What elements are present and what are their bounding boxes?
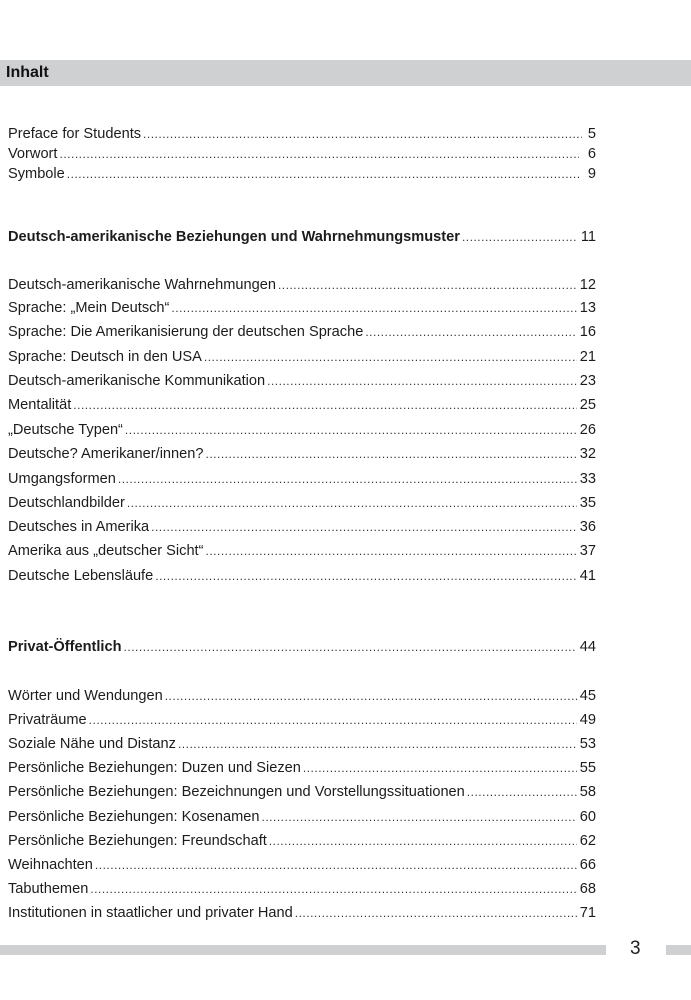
footer-bar bbox=[0, 945, 606, 955]
leader-dots bbox=[118, 469, 577, 489]
toc-entry-label: Persönliche Beziehungen: Bezeichnungen und Vorstellungssituationen bbox=[8, 784, 465, 800]
toc-entry-page: 26 bbox=[579, 422, 596, 438]
leader-dots bbox=[178, 734, 577, 754]
leader-dots bbox=[303, 758, 577, 778]
leader-dots bbox=[151, 517, 577, 537]
leader-dots bbox=[262, 807, 577, 827]
leader-dots bbox=[73, 395, 576, 415]
toc-entry-label: Weihnachten bbox=[8, 857, 93, 873]
toc-entry bbox=[8, 371, 596, 391]
toc-entry-page: 45 bbox=[579, 688, 596, 704]
toc-entry-page: 60 bbox=[579, 809, 596, 825]
toc-entry-label: Privaträume bbox=[8, 712, 87, 728]
toc-entry bbox=[8, 566, 596, 586]
toc-entry bbox=[8, 322, 596, 342]
toc-entry-page: 37 bbox=[579, 543, 596, 559]
toc-entry bbox=[8, 782, 596, 802]
toc-entry-page: 6 bbox=[587, 146, 596, 162]
toc-entry-label: Sprache: Die Amerikanisierung der deutschen Sprache bbox=[8, 324, 364, 340]
toc-entry-page: 25 bbox=[579, 397, 596, 413]
page-number: 3 bbox=[630, 938, 641, 959]
leader-dots bbox=[155, 566, 577, 586]
toc-entry-page: 36 bbox=[579, 519, 596, 535]
toc-entry bbox=[8, 124, 596, 144]
toc-entry bbox=[8, 541, 596, 561]
toc-entry-page: 41 bbox=[579, 568, 596, 584]
toc-entry-page: 16 bbox=[579, 324, 596, 340]
toc-entry-page: 32 bbox=[579, 446, 596, 462]
toc-entry-label: Deutsch-amerikanische Wahrnehmungen bbox=[8, 277, 276, 293]
toc-entry-page: 23 bbox=[579, 373, 596, 389]
toc-entry-label: Sprache: „Mein Deutsch“ bbox=[8, 300, 170, 316]
toc-section-page: 44 bbox=[579, 639, 596, 655]
toc-entry bbox=[8, 807, 596, 827]
leader-dots bbox=[205, 541, 576, 561]
toc-entry bbox=[8, 734, 596, 754]
toc-entry-label: Wörter und Wendungen bbox=[8, 688, 163, 704]
footer-bar-right bbox=[666, 945, 691, 955]
toc-entry-label: Persönliche Beziehungen: Kosenamen bbox=[8, 809, 260, 825]
toc-entry-label: Umgangsformen bbox=[8, 471, 116, 487]
toc-entry-label: Preface for Students bbox=[8, 126, 142, 142]
leader-dots bbox=[95, 855, 577, 875]
toc-entry-page: 68 bbox=[579, 881, 596, 897]
toc-entry bbox=[8, 710, 596, 730]
leader-dots bbox=[125, 420, 577, 440]
toc-entry bbox=[8, 395, 596, 415]
toc-entry-page: 12 bbox=[579, 277, 596, 293]
toc-entry-page: 53 bbox=[579, 736, 596, 752]
toc-entry bbox=[8, 758, 596, 778]
leader-dots bbox=[127, 493, 577, 513]
leader-dots bbox=[467, 782, 577, 802]
toc-entry-label: Sprache: Deutsch in den USA bbox=[8, 349, 202, 365]
toc-entry bbox=[8, 855, 596, 875]
toc-entry-label: Institutionen in staatlicher und privater Hand bbox=[8, 905, 293, 921]
toc-entry bbox=[8, 903, 596, 923]
toc-entry-page: 58 bbox=[579, 784, 596, 800]
toc-entry-page: 5 bbox=[587, 126, 596, 142]
toc-entry-label: Vorwort bbox=[8, 146, 58, 162]
toc-entry bbox=[8, 517, 596, 537]
toc-entry-label: Deutsch-amerikanische Kommunikation bbox=[8, 373, 266, 389]
toc-entry bbox=[8, 420, 596, 440]
leader-dots bbox=[278, 275, 577, 295]
toc-entry-label: Tabuthemen bbox=[8, 881, 89, 897]
toc-entry-label: Persönliche Beziehungen: Duzen und Siezen bbox=[8, 760, 301, 776]
leader-dots bbox=[90, 879, 576, 899]
toc-section-page: 11 bbox=[580, 229, 596, 245]
toc-section-title: Privat-Öffentlich bbox=[8, 639, 122, 655]
leader-dots bbox=[165, 686, 577, 706]
leader-dots bbox=[365, 322, 576, 342]
toc-entry bbox=[8, 469, 596, 489]
leader-dots bbox=[124, 637, 577, 657]
leader-dots bbox=[59, 144, 579, 164]
toc-entry-label: „Deutsche Typen“ bbox=[8, 422, 123, 438]
toc-entry-page: 21 bbox=[579, 349, 596, 365]
toc-entry-label: Symbole bbox=[8, 166, 65, 182]
toc-entry-page: 35 bbox=[579, 495, 596, 511]
toc-entry-label: Deutsches in Amerika bbox=[8, 519, 150, 535]
leader-dots bbox=[462, 227, 578, 247]
toc-entry bbox=[8, 831, 596, 851]
toc-entry-page: 9 bbox=[587, 166, 596, 182]
toc-entry bbox=[8, 686, 596, 706]
leader-dots bbox=[171, 298, 576, 318]
toc-section-heading bbox=[8, 227, 596, 247]
leader-dots bbox=[267, 371, 577, 391]
leader-dots bbox=[269, 831, 577, 851]
toc-entry-page: 13 bbox=[579, 300, 596, 316]
toc-entry-label: Mentalität bbox=[8, 397, 72, 413]
toc-entry bbox=[8, 164, 596, 184]
toc-entry bbox=[8, 444, 596, 464]
toc-entry-label: Persönliche Beziehungen: Freundschaft bbox=[8, 833, 267, 849]
toc-entry-page: 55 bbox=[579, 760, 596, 776]
leader-dots bbox=[206, 444, 577, 464]
leader-dots bbox=[204, 347, 577, 367]
leader-dots bbox=[295, 903, 577, 923]
leader-dots bbox=[143, 124, 582, 144]
toc-entry-label: Deutschlandbilder bbox=[8, 495, 125, 511]
leader-dots bbox=[89, 710, 577, 730]
toc-entry-label: Amerika aus „deutscher Sicht“ bbox=[8, 543, 204, 559]
toc-entry bbox=[8, 347, 596, 367]
toc-section-heading bbox=[8, 637, 596, 657]
toc-entry-page: 66 bbox=[579, 857, 596, 873]
toc-entry bbox=[8, 879, 596, 899]
toc-entry-page: 33 bbox=[579, 471, 596, 487]
header-bar bbox=[0, 60, 691, 86]
toc-entry-page: 49 bbox=[579, 712, 596, 728]
toc-entry bbox=[8, 493, 596, 513]
toc-entry-page: 62 bbox=[579, 833, 596, 849]
toc-entry-page: 71 bbox=[579, 905, 596, 921]
toc-entry bbox=[8, 275, 596, 295]
toc-entry-label: Deutsche Lebensläufe bbox=[8, 568, 154, 584]
toc-entry-label: Soziale Nähe und Distanz bbox=[8, 736, 176, 752]
toc-entry bbox=[8, 298, 596, 318]
toc-section-title: Deutsch-amerikanische Beziehungen und Wahrnehmungsmuster bbox=[8, 229, 460, 245]
leader-dots bbox=[67, 164, 580, 184]
page-title: Inhalt bbox=[6, 64, 49, 81]
toc-entry-label: Deutsche? Amerikaner/innen? bbox=[8, 446, 204, 462]
toc-entry bbox=[8, 144, 596, 164]
